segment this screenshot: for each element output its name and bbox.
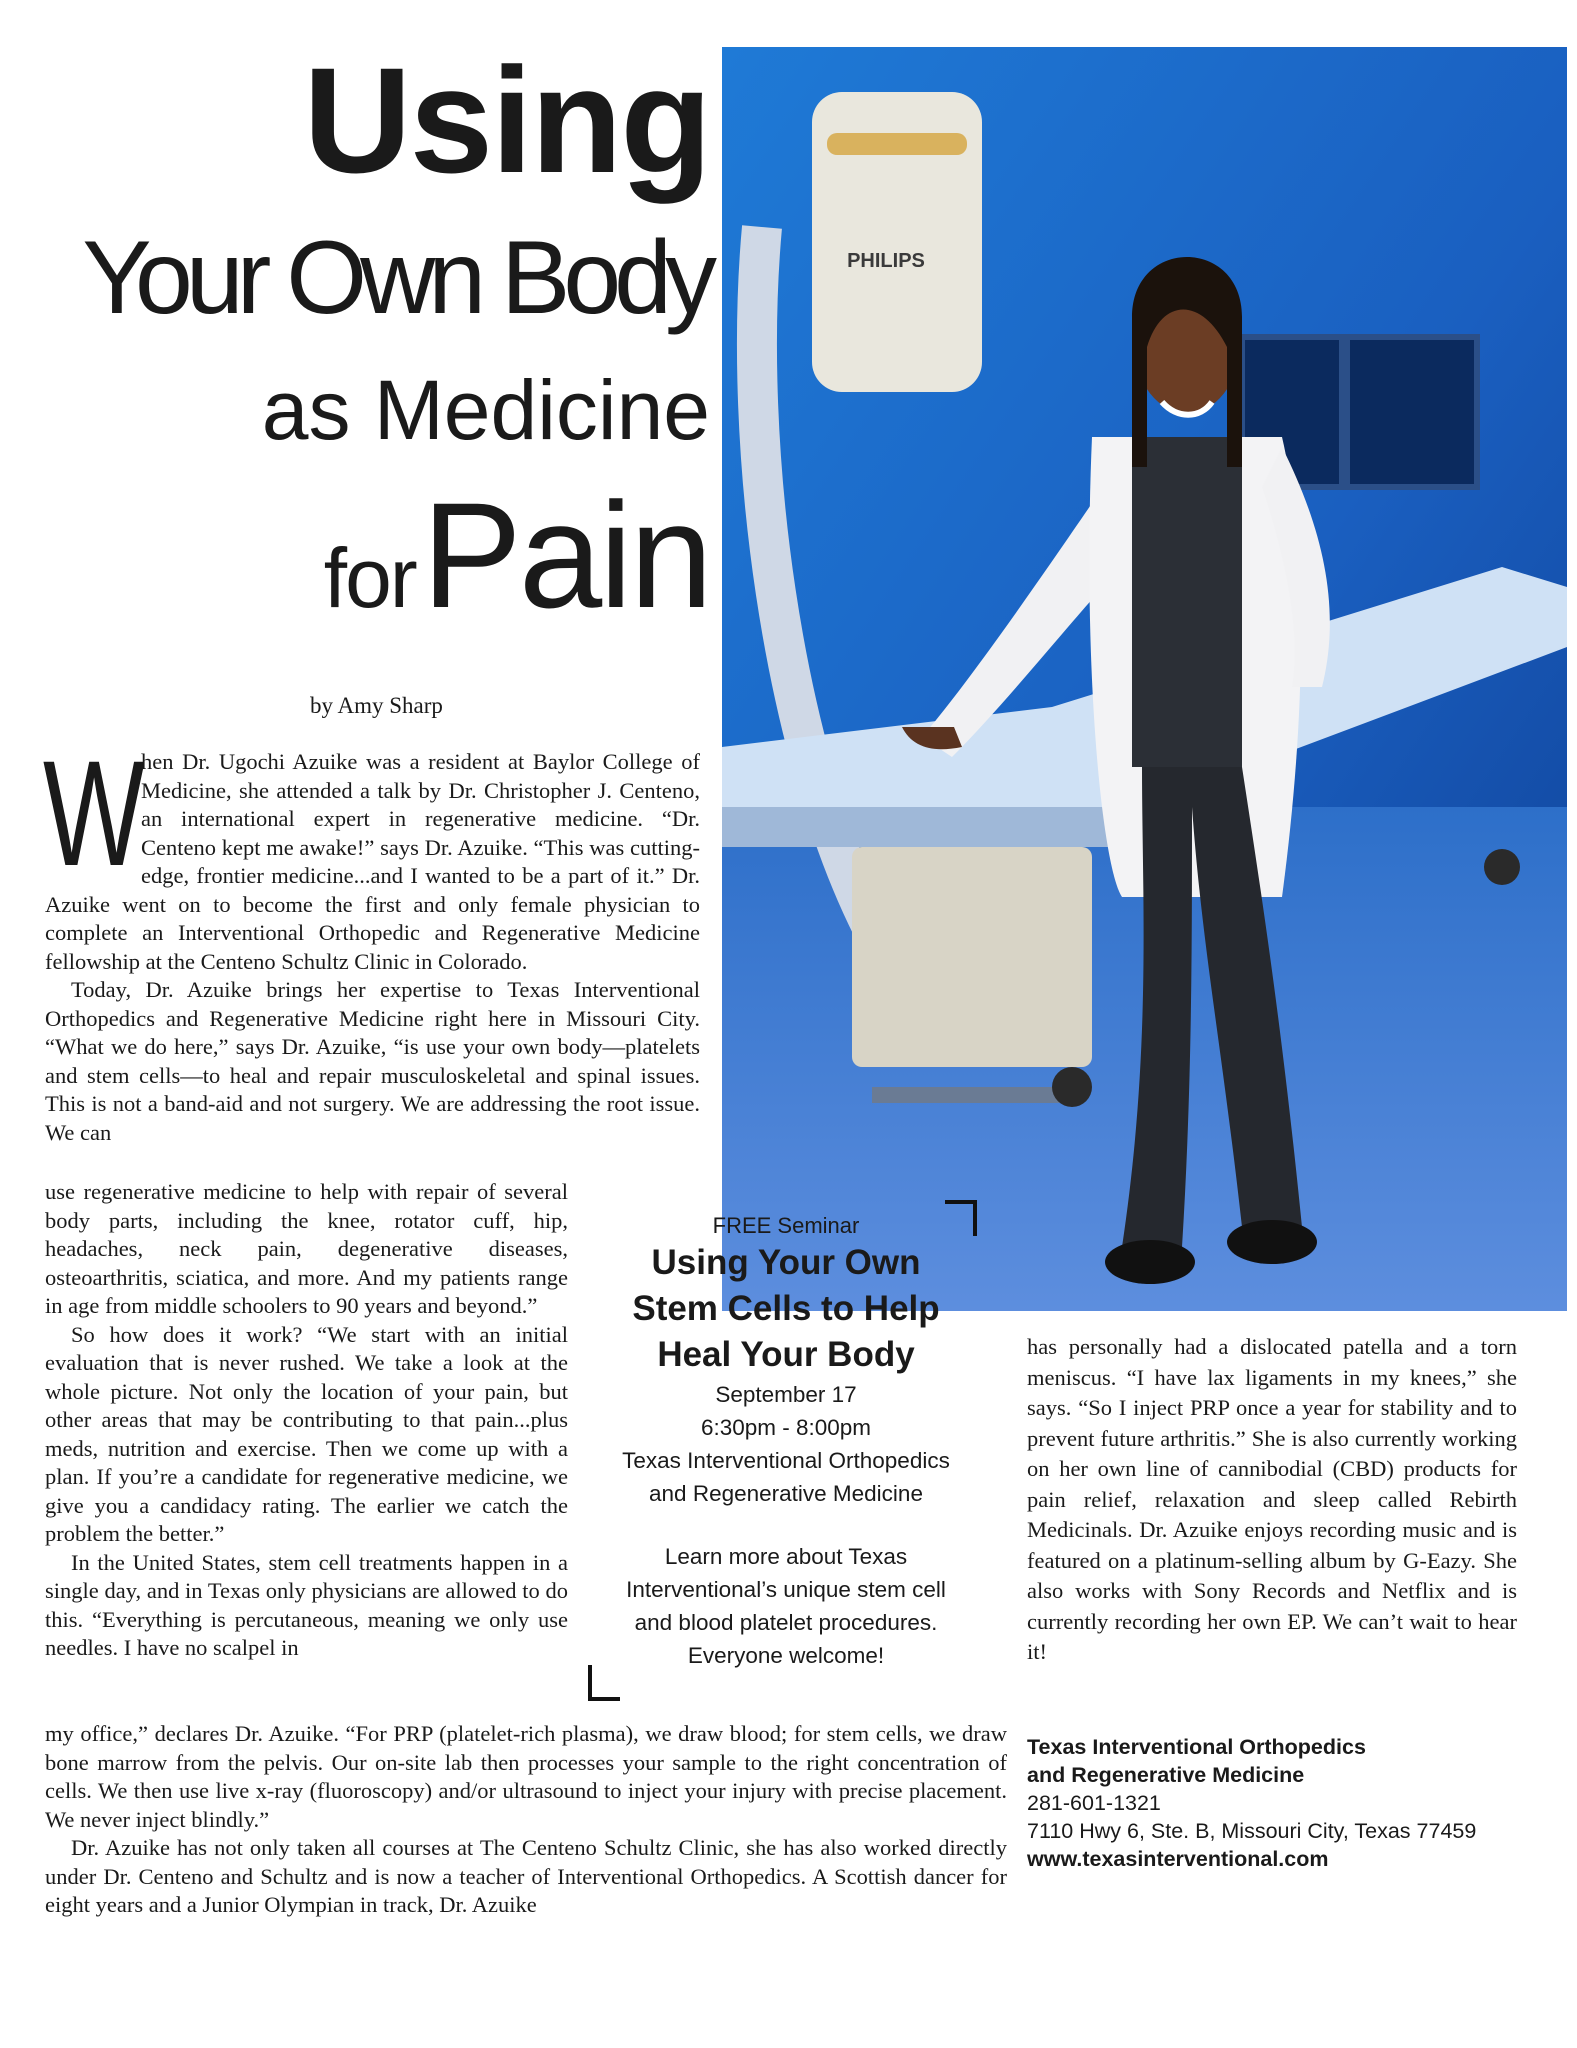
- seminar-box: [590, 1208, 982, 1672]
- paragraph-2-continued: use regenerative medicine to help with repair of several body parts, including the knee, rotator cuff, hip, headaches, neck pain, degenerative diseases, osteoarthritis, sciatica, and more. And my patients range in age from middle schoolers to 90 years and beyond.”: [45, 1179, 568, 1318]
- article-column-top: [43, 729, 700, 1147]
- seminar-time: 6:30pm - 8:00pm: [700, 1415, 872, 1440]
- headline-for-pain: [40, 470, 710, 663]
- seminar-desc-line3: and blood platelet procedures.: [634, 1610, 938, 1635]
- doctor-photo: [722, 47, 1567, 1311]
- philips-logo: PHILIPS: [847, 250, 925, 272]
- headline-your-own-body: Your Own Body: [82, 220, 710, 336]
- seminar-desc-line1: Learn more about Texas: [664, 1544, 908, 1569]
- headline-using: Using: [303, 36, 710, 204]
- contact-block: [1027, 1733, 1537, 1873]
- seminar-venue-line1: Texas Interventional Orthopedics: [622, 1448, 950, 1473]
- article-column-right: has personally had a dislocated patella and a torn meniscus. “I have lax ligaments in my knees,” she says. “So I inject PRP once a year for stability and to prevent future arthritis.” She is also currently working on her own line of cannibodial (CBD) products for pain relief, relaxation and sleep called Rebirth Medicinals. Dr. Azuike enjoys recording music and is featured on a platinum-selling album by G-Eazy. She also works with Sony Records and Netflix and is currently recording her own EP. We can’t wait to hear it!: [1027, 1334, 1517, 1664]
- article-column-middle: [45, 1178, 568, 1663]
- headline-as-medicine: as Medicine: [261, 363, 710, 457]
- headline-pain: Pain: [421, 471, 710, 639]
- contact-phone: 281-601-1321: [1027, 1791, 1161, 1815]
- contact-address: 7110 Hwy 6, Ste. B, Missouri City, Texas 77459: [1027, 1819, 1477, 1843]
- seminar-title-line1: Using Your Own: [651, 1243, 921, 1282]
- contact-name-line2: and Regenerative Medicine: [1027, 1763, 1305, 1787]
- article-column-bottom: [45, 1720, 1007, 1920]
- byline: by Amy Sharp: [310, 693, 443, 718]
- seminar-desc-line2: Interventional’s unique stem cell: [626, 1577, 946, 1602]
- paragraph-5: Dr. Azuike has not only taken all courses at The Centeno Schultz Clinic, she has also worked directly under Dr. Centeno and Schultz and is now a teacher of Interventional Orthopedics. A Scottish dancer for eight years and a Junior Olympian in track, Dr. Azuike: [45, 1835, 1007, 1917]
- drop-cap: W: [43, 729, 145, 897]
- seminar-date: September 17: [715, 1382, 857, 1407]
- contact-name-line1: Texas Interventional Orthopedics: [1027, 1735, 1366, 1759]
- paragraph-3: So how does it work? “We start with an initial evaluation that is never rushed. We take a look at the whole picture. Not only the location of your pain, but other areas that may be contributing to that pain...plus meds, nutrition and exercise. Then we come up with a plan. If you’re a candidate for regenerative medicine, we give you a candidacy rating. The earlier we catch the problem the better.”: [45, 1321, 568, 1546]
- seminar-venue-line2: and Regenerative Medicine: [649, 1481, 923, 1506]
- paragraph-1-text: hen Dr. Ugochi Azuike was a resident at Baylor College of Medicine, she attended a talk by Dr. Christopher J. Centeno, an international expert in regenerative medicine. “Dr. Centeno kept me awake!” says Dr. Azuike. “This was cutting-edge, frontier medicine...and I wanted to be a part of it.” Dr. Azuike went on to become the first and only female physician to complete an Interventional Orthopedic and Regenerative Medicine fellowship at the Centeno Schultz Clinic in Colorado.: [45, 749, 700, 974]
- seminar-title-line3: Heal Your Body: [657, 1335, 915, 1374]
- headline-for: for: [323, 531, 416, 625]
- paragraph-2: Today, Dr. Azuike brings her expertise to Texas Interventional Orthopedics and Regenerative Medicine right here in Missouri City. “What we do here,” says Dr. Azuike, “is use your own body—platelets and stem cells—to heal and repair musculoskeletal and spinal issues. This is not a band-aid and not surgery. We are addressing the root issue. We can: [45, 977, 700, 1145]
- paragraph-1: [43, 729, 700, 976]
- contact-website-link[interactable]: www.texasinterventional.com: [1027, 1847, 1329, 1871]
- seminar-desc-line4: Everyone welcome!: [687, 1643, 885, 1668]
- paragraph-4: In the United States, stem cell treatments happen in a single day, and in Texas only physicians are allowed to do this. “Everything is percutaneous, meaning we only use needles. I have no scalpel in: [45, 1549, 568, 1660]
- seminar-title-line2: Stem Cells to Help: [632, 1289, 940, 1328]
- seminar-label: FREE Seminar: [712, 1213, 860, 1238]
- paragraph-4-continued: my office,” declares Dr. Azuike. “For PRP (platelet-rich plasma), we draw blood; for stem cells, we draw bone marrow from the pelvis. Our on-site lab then processes your sample to the right concentration of cells. We then use live x-ray (fluoroscopy) and/or ultrasound to inject your injury with precise placement. We never inject blindly.”: [45, 1721, 1007, 1832]
